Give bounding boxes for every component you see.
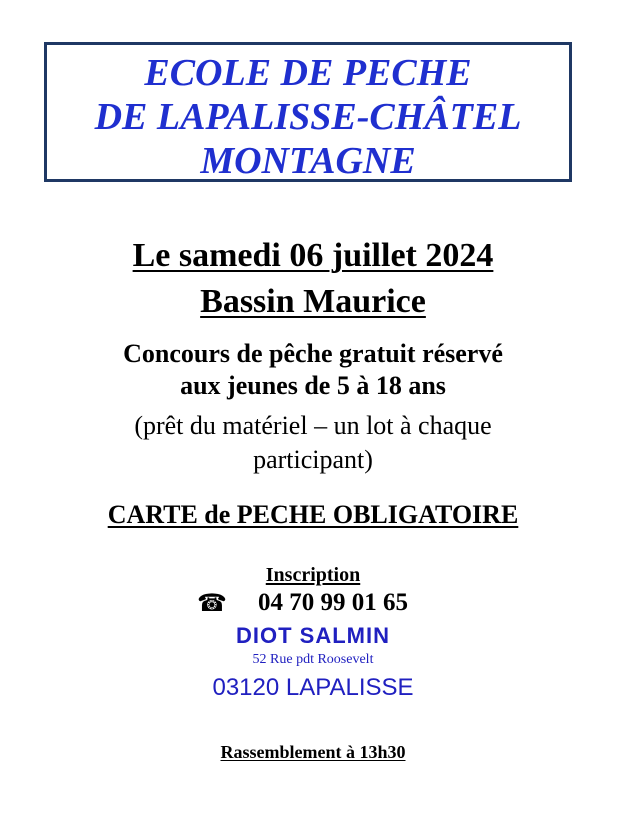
- contest-description-line-2: aux jeunes de 5 à 18 ans: [180, 371, 446, 400]
- contest-description-line-1: Concours de pêche gratuit réservé: [123, 339, 503, 368]
- event-date: Le samedi 06 juillet 2024: [132, 237, 494, 274]
- title-line-3: MONTAGNE: [200, 140, 416, 182]
- contest-note-line-2: participant): [253, 445, 373, 474]
- phone-row: [0, 587, 626, 619]
- phone-number: 04 70 99 01 65: [258, 589, 408, 616]
- license-requirement: CARTE de PECHE OBLIGATOIRE: [107, 500, 519, 529]
- contact-name: DIOT SALMIN: [236, 623, 390, 648]
- telephone-icon: ☎: [197, 589, 227, 617]
- contest-note-line-1: (prêt du matériel – un lot à chaque: [134, 411, 492, 440]
- title-line-2: DE LAPALISSE-CHÂTEL: [94, 96, 522, 138]
- registration-heading: Inscription: [265, 564, 361, 586]
- title-frame: [44, 42, 572, 182]
- title-line-1: ECOLE DE PECHE: [144, 52, 472, 94]
- meeting-time: Rassemblement à 13h30: [220, 742, 406, 762]
- event-place: Bassin Maurice: [200, 283, 426, 320]
- contact-street: 52 Rue pdt Roosevelt: [252, 652, 374, 667]
- contact-city: 03120 LAPALISSE: [212, 674, 414, 701]
